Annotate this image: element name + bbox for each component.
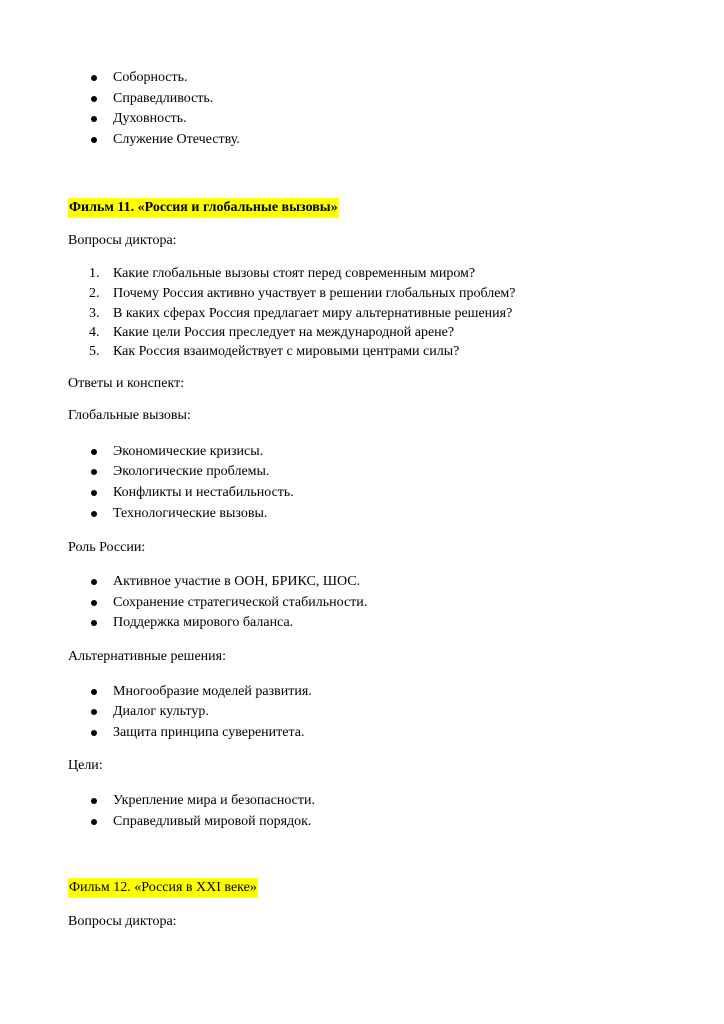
question-number: 5. [89, 344, 100, 359]
question-item: Какие цели Россия преследует на международной арене? [113, 325, 455, 340]
list-item: Активное участие в ООН, БРИКС, ШОС. [113, 574, 361, 589]
questions-label: Вопросы диктора: [68, 233, 177, 248]
list-item: Многообразие моделей развития. [113, 684, 312, 699]
questions-label-2: Вопросы диктора: [68, 914, 177, 929]
bullet [91, 137, 97, 143]
list-item: Защита принципа суверенитета. [113, 725, 305, 740]
film-12-heading: Фильм 12. «Россия в XXI веке» [68, 878, 258, 898]
list-item: Экономические кризисы. [113, 444, 264, 459]
bullet [91, 449, 97, 455]
alt-solutions-label: Альтернативные решения: [68, 649, 226, 664]
bullet [91, 75, 97, 81]
bullet [91, 819, 97, 825]
film-11-heading: Фильм 11. «Россия и глобальные вызовы» [68, 198, 339, 218]
list-item: Экологические проблемы. [113, 464, 270, 479]
bullet [91, 490, 97, 496]
bullet [91, 579, 97, 585]
bullet [91, 600, 97, 606]
list-item: Справедливый мировой порядок. [113, 814, 312, 829]
question-number: 4. [89, 325, 100, 340]
bullet [91, 620, 97, 626]
list-item: Сохранение стратегической стабильности. [113, 595, 368, 610]
question-item: Почему Россия активно участвует в решении глобальных проблем? [113, 286, 516, 301]
question-item: В каких сферах Россия предлагает миру альтернативные решения? [113, 306, 513, 321]
list-item: Конфликты и нестабильность. [113, 485, 294, 500]
question-number: 2. [89, 286, 100, 301]
bullet [91, 96, 97, 102]
role-label: Роль России: [68, 540, 146, 555]
question-item: Какие глобальные вызовы стоят перед современным миром? [113, 266, 476, 281]
list-item: Справедливость. [113, 91, 214, 106]
bullet [91, 511, 97, 517]
bullet [91, 730, 97, 736]
answers-label: Ответы и конспект: [68, 376, 185, 391]
bullet [91, 689, 97, 695]
question-item: Как Россия взаимодействует с мировыми центрами силы? [113, 344, 460, 359]
list-item: Диалог культур. [113, 704, 209, 719]
bullet [91, 469, 97, 475]
list-item: Соборность. [113, 70, 188, 85]
list-item: Поддержка мирового баланса. [113, 615, 294, 630]
list-item: Служение Отечеству. [113, 132, 240, 147]
list-item: Духовность. [113, 111, 187, 126]
bullet [91, 709, 97, 715]
bullet [91, 798, 97, 804]
bullet [91, 116, 97, 122]
question-number: 1. [89, 266, 100, 281]
list-item: Технологические вызовы. [113, 506, 268, 521]
question-number: 3. [89, 306, 100, 321]
list-item: Укрепление мира и безопасности. [113, 793, 316, 808]
goals-label: Цели: [68, 758, 103, 773]
global-challenges-label: Глобальные вызовы: [68, 408, 191, 423]
